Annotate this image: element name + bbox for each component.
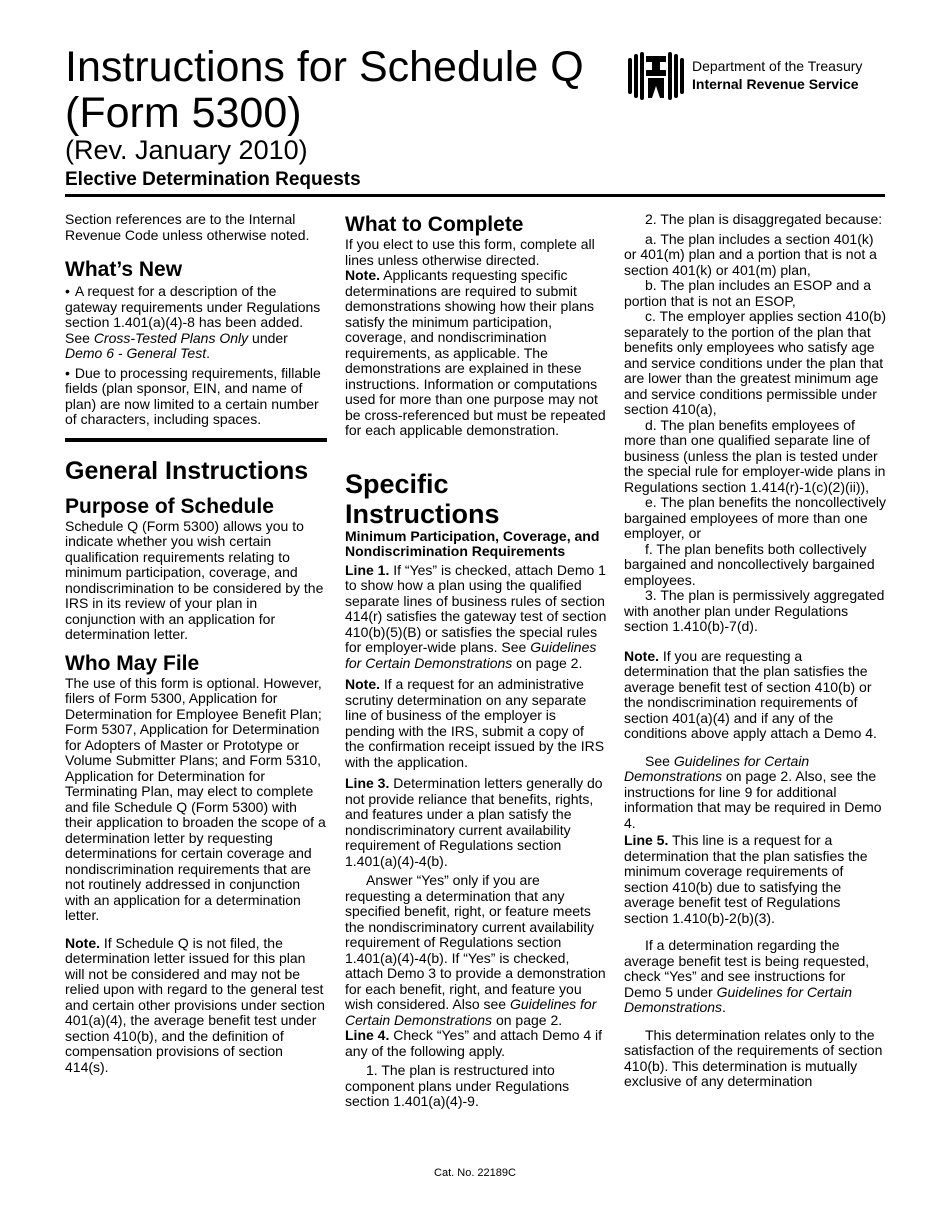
line-5-text: Line 5. This line is a request for a determination that the plan satisfies the minimum coverage requirements of section 410(b) due to satisfying the average benefit test of Regulations section 1.410(b)-2(b)(3). (624, 832, 868, 926)
line-4-item-2d: d. The plan benefits employees of more than one qualified separate line of business (unless the plan is tested under the special rule for employer-wide plans in Regulations section 1.414(r)-1(c)(2)(ii)), (624, 416, 886, 495)
irs-eagle-logo-icon (626, 50, 686, 102)
line-4-item-3: 3. The plan is permissively aggregated with another plan under Regulations section 1.410(b)-7(d). (624, 587, 885, 634)
note-schedule-q: Note. If Schedule Q is not filed, the determination letter issued for this plan will not be considered and may not be relied upon with regard to the general test and certain other provisions under section 401(a)(4), the average benefit test under section 410(b), and the definition of compensation provisions of section 414(s). (65, 934, 325, 1075)
note-administrative-scrutiny: Note. If a request for an administrative scrutiny determination on any separate line of business of the employer is pending with the IRS, submit a copy of the confirmation receipt issued by the IRS with the application. (345, 676, 605, 770)
title-line-1: Instructions for Schedule Q (65, 43, 584, 91)
who-may-file-text: The use of this form is optional. However, filers of Form 5300, Application for Determination for Employee Benefit Plan; Form 5307, Application for Determination for Adopters of Master or Prototype or Volume Submitter Plans; and Form 5310, Application for Determination for Terminating Plan, may elect to complete and file Schedule Q (Form 5300) with their application to broaden the scope of a determination letter by requesting determinations for certain coverage and nondiscrimination requirements that are not routinely addressed in conjunction with an application for a determination letter. (65, 674, 326, 923)
line-4-item-2b: b. The plan includes an ESOP and a portion that is not an ESOP, (624, 277, 871, 309)
general-instructions-heading: General Instructions (65, 456, 309, 485)
header-divider (65, 194, 885, 197)
line-4-item-1: 1. The plan is restructured into component plans under Regulations section 1.401(a)(4)-9. (345, 1062, 570, 1109)
whats-new-heading: What’s New (65, 258, 183, 281)
what-to-complete-text: If you elect to use this form, complete all lines unless otherwise directed. (345, 236, 595, 268)
revision-date: (Rev. January 2010) (65, 135, 308, 165)
average-benefit-request-text: If a determination regarding the average benefit test is being requested, check “Yes” and see instructions for Demo 5 under Guidelines for Certain Demonstrations. (624, 937, 870, 1015)
note-average-benefit: Note. If you are requesting a determination that the plan satisfies the average benefit test of section 410(b) or the nondiscrimination requirements of section 401(a)(4) and if any of the conditions above apply attach a Demo 4. (624, 647, 877, 741)
who-may-file-heading: Who May File (65, 651, 200, 675)
line-4-text: Line 4. Check “Yes” and attach Demo 4 if any of the following apply. (345, 1027, 603, 1059)
title-line-2: (Form 5300) (65, 89, 302, 137)
line-3-text: Line 3. Determination letters generally do not provide reliance that benefits, rights, and features under a plan satisfy the nondiscriminatory current availability requirement of Regulations section 1.401(a)(4)-4(b). (345, 775, 603, 869)
line-1-text: Line 1. If “Yes” is checked, attach Demo 1 to show how a plan using the qualified separate lines of business rules of section 414(r) satisfies the gateway test of section 410(b)(5)(B) or satisfies the special rules for employer-wide plans. See Guidelines for Certain Demonstrations on page 2. (345, 561, 607, 671)
column-3 (624, 212, 886, 1090)
purpose-text: Schedule Q (Form 5300) allows you to indicate whether you wish certain qualification requirements relating to minimum participation, coverage, and nondiscrimination to be considered by the IRS in its review of your plan in conjunction with an application for determination letter. (65, 517, 324, 642)
agency-name: Internal Revenue Service (692, 76, 859, 92)
section-references-note: Section references are to the Internal Revenue Code unless otherwise noted. (65, 211, 310, 243)
see-guidelines-text: See Guidelines for Certain Demonstrations on page 2. Also, see the instructions for line 9 for additional information that may be required in Demo 4. (624, 752, 882, 831)
catalog-number: Cat. No. 22189C (434, 1167, 516, 1179)
column-1 (65, 212, 327, 1075)
purpose-heading: Purpose of Schedule (65, 494, 274, 518)
line-4-item-2a: a. The plan includes a section 401(k) or 401(m) plan and a portion that is not a section 401(k) or 401(m) plan, (624, 230, 877, 278)
whats-new-item-1: • A request for a description of the gateway requirements under Regulations section 1.401(a)(4)-8 has been added. See Cross-Tested Plans Only under Demo 6 - General Test. (65, 284, 327, 362)
line-4-item-2e: e. The plan benefits the noncollectively bargained employees of more than one employer, or (624, 494, 887, 541)
line-4-item-2f: f. The plan benefits both collectively bargained and noncollectively bargained employees. (624, 540, 875, 588)
column-2 (345, 212, 607, 1110)
what-to-complete-heading: What to Complete (345, 213, 524, 236)
coverage-subheading: Minimum Participation, Coverage, and Nondiscrimination Requirements (345, 527, 600, 559)
whats-new-item-2: • Due to processing requirements, fillable fields (plan sponsor, EIN, and name of plan) are now limited to a certain number of characters, including spaces. (65, 366, 327, 428)
note-demonstrations: Note. Applicants requesting specific determinations are required to submit demonstrations showing how their plans satisfy the minimum participation, coverage, and nondiscrimination requirements, as applicable. The demonstrations are explained in these instructions. Information or computations used for more than one purpose may not be cross-referenced but must be repeated for each applicable demonstration. (345, 267, 606, 438)
column-divider (65, 438, 327, 442)
subtitle: Elective Determination Requests (65, 169, 361, 190)
determination-relates-text: This determination relates only to the satisfaction of the requirements of section 410(b). This determination is mutually exclusive of any determination (624, 1026, 883, 1089)
specific-instructions-heading: Specific Instructions (345, 468, 500, 529)
line-3-answer-text: Answer “Yes” only if you are requesting a determination that any specified benefit, right, or feature meets the nondiscriminatory current availability requirement of Regulations section 1.401(a)(4)-4(b). If “Yes” is checked, attach Demo 3 to provide a demonstration for each benefit, right, and feature you wish considered. Also see Guidelines for Certain Demonstrations on page 2. (345, 872, 606, 1028)
line-4-item-2: 2. The plan is disaggregated because: (645, 211, 883, 227)
department-name: Department of the Treasury (692, 58, 863, 74)
line-4-item-2c: c. The employer applies section 410(b) separately to the portion of the plan that benefits only employees who satisfy age and service conditions under the plan that are lower than the greatest minimum age and service conditions permissible under section 410(a), (624, 308, 886, 417)
